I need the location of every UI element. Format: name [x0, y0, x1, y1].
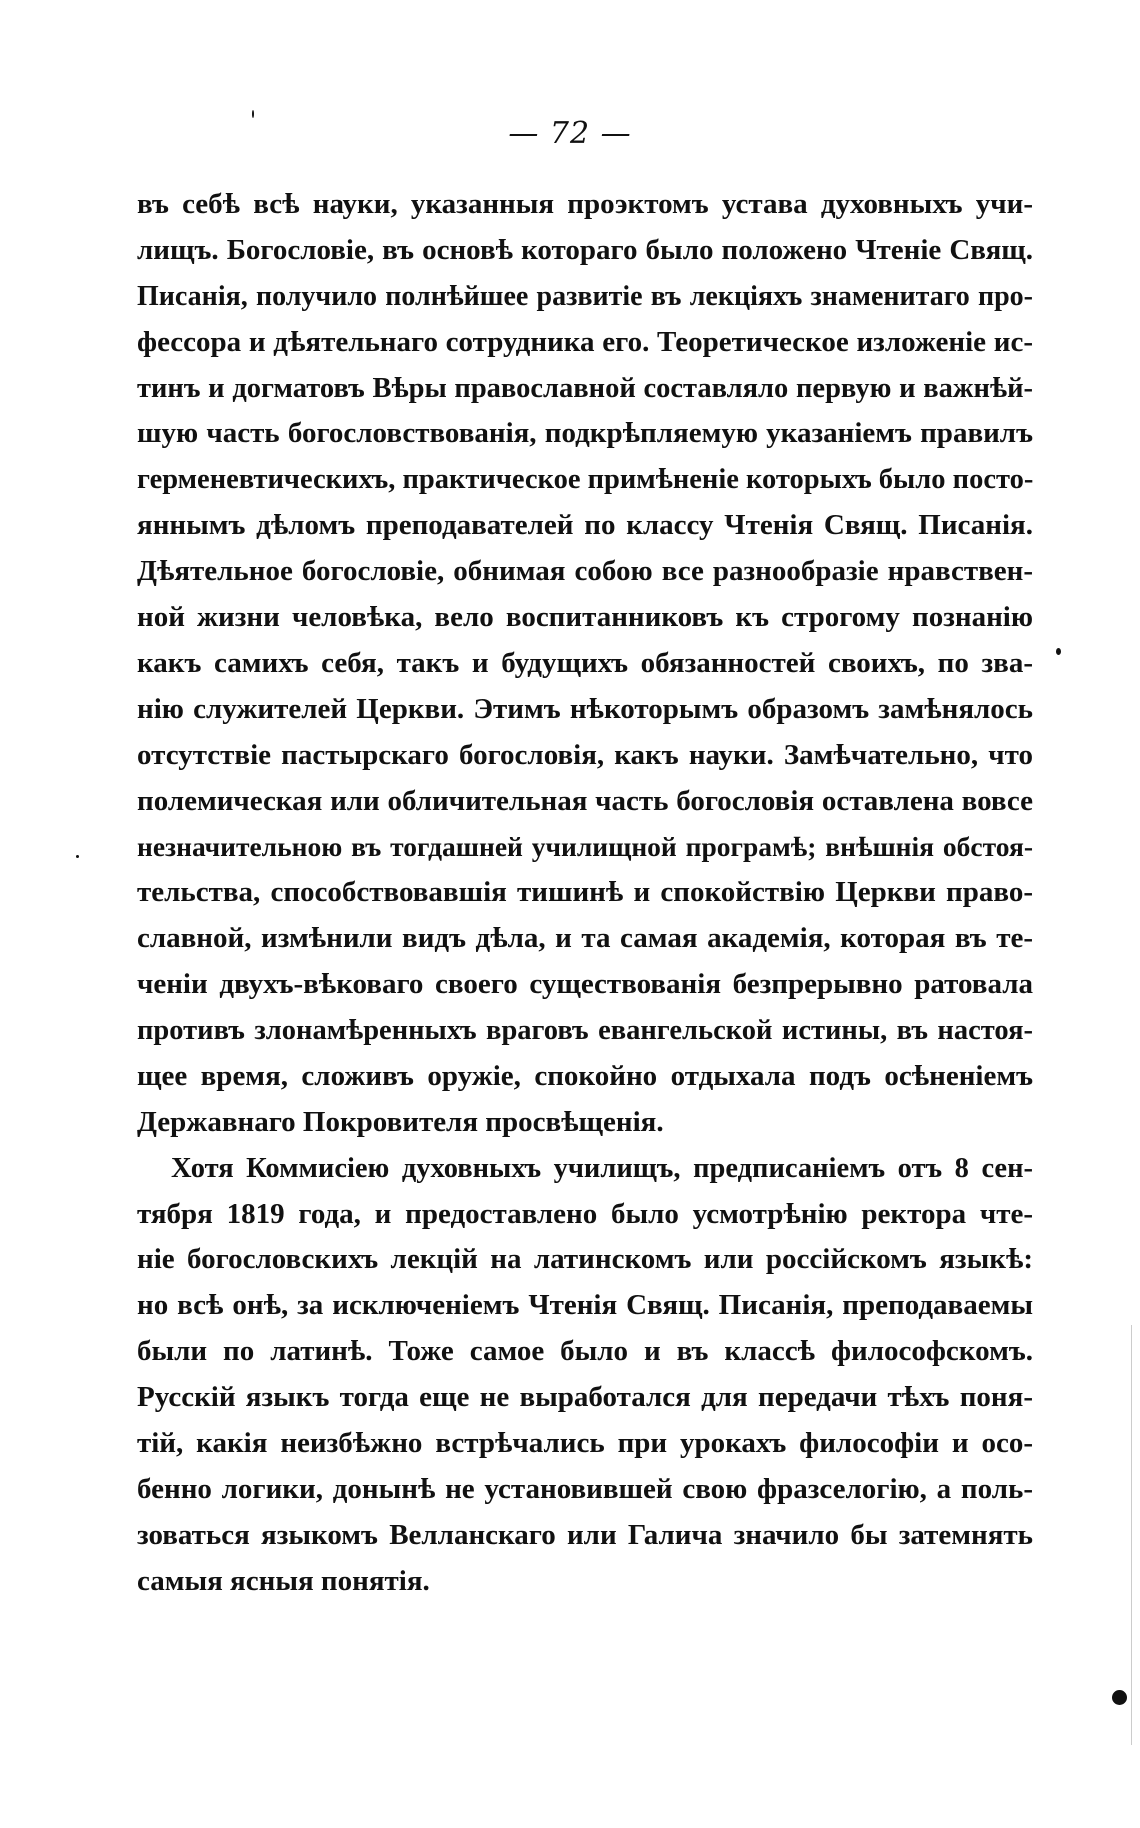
text-line: фессора и дѣятельнаго сотрудника его. Теоретическое изложеніе ис- — [137, 325, 1033, 358]
text-line: Хотя Коммисіею духовныхъ училищъ, предписаніемъ отъ 8 сен- — [171, 1152, 1033, 1184]
text-line: но всѣ онѣ, за исключеніемъ Чтенія Свящ. Писанія, преподаваемы — [137, 1289, 1033, 1322]
text-line: яннымъ дѣломъ преподавателей по классу Чтенія Свящ. Писанія. — [137, 509, 1033, 542]
text-line: Дѣятельное богословіе, обнимая собою все разнообразіе нравствен- — [137, 555, 1033, 588]
text-line: Державнаго Покровителя просвѣщенія. — [137, 1105, 664, 1138]
text-line: щее время, сложивъ оружіе, спокойно отдыхала подъ осѣненіемъ — [137, 1059, 1033, 1092]
text-line: Писанія, получило полнѣйшее развитіе въ лекціяхъ знаменитаго про- — [137, 280, 1033, 312]
text-line: тій, какія неизбѣжно встрѣчались при урокахъ философіи и осо- — [137, 1427, 1033, 1460]
text-line: какъ самихъ себя, такъ и будущихъ обязанностей своихъ, по зва- — [137, 646, 1033, 679]
text-line: тября 1819 года, и предоставлено было усмотрѣнію ректора чте- — [137, 1197, 1033, 1230]
text-line: тинъ и догматовъ Вѣры православной составляло первую и важнѣй- — [137, 372, 1033, 404]
text-line: самыя ясныя понятія. — [137, 1564, 430, 1597]
text-line: полемическая или обличительная часть богословія оставлена вовсе — [137, 784, 1033, 817]
text-line: славной, измѣнили видъ дѣла, и та самая академія, которая въ те- — [137, 922, 1033, 955]
text-line: ной жизни человѣка, вело воспитанниковъ къ строгому познанію — [137, 601, 1033, 634]
text-line: шую часть богословствованія, подкрѣпляемую указаніемъ правилъ — [137, 417, 1033, 450]
paragraph-1 — [137, 182, 1033, 1146]
text-line: герменевтическихъ, практическое примѣненіе которыхъ было посто- — [137, 464, 1034, 496]
page-number: — 72 — — [508, 116, 632, 151]
ink-speck — [1056, 648, 1061, 655]
text-line: зоваться языкомъ Велланскаго или Галича значило бы затемнять — [137, 1518, 1033, 1551]
text-line: тельства, способствовавшія тишинѣ и спокойствію Церкви право- — [137, 876, 1033, 909]
text-line: противъ злонамѣренныхъ враговъ евангельской истины, въ настоя- — [137, 1015, 1033, 1047]
text-line: нію служителей Церкви. Этимъ нѣкоторымъ образомъ замѣнялось — [137, 692, 1033, 725]
text-line: были по латинѣ. Тоже самое было и въ классѣ философскомъ. — [137, 1335, 1033, 1368]
ink-speck — [252, 110, 254, 118]
text-line: въ себѣ всѣ науки, указанныя проэктомъ устава духовныхъ учи- — [137, 188, 1033, 220]
text-line: лищъ. Богословіе, въ основѣ котораго было положено Чтеніе Свящ. — [137, 233, 1033, 266]
body-text — [137, 182, 1033, 1605]
text-line: бенно логики, донынѣ не установившей свою фразселогію, а поль- — [137, 1472, 1033, 1505]
text-line: незначительною въ тогдашней училищной програмѣ; внѣшнія обстоя- — [137, 831, 1033, 863]
scan-edge — [1131, 1325, 1140, 1745]
text-line: ніе богословскихъ лекцій на латинскомъ или россійскомъ языкѣ: — [137, 1243, 1033, 1276]
text-line: отсутствіе пастырскаго богословія, какъ науки. Замѣчательно, что — [137, 738, 1033, 771]
text-line: Русскій языкъ тогда еще не выработался для передачи тѣхъ поня- — [137, 1381, 1033, 1414]
paragraph-2 — [137, 1146, 1033, 1605]
ink-speck — [76, 855, 79, 858]
ink-speck — [1112, 1690, 1127, 1705]
text-line: ченіи двухъ-вѣковаго своего существованія безпрерывно ратовала — [137, 968, 1033, 1001]
